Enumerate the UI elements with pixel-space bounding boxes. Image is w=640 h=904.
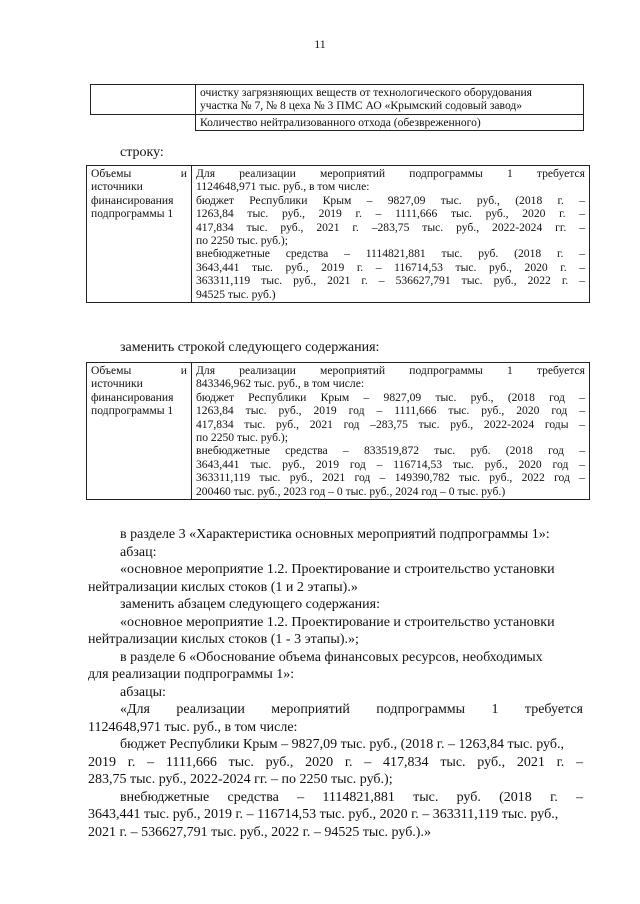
table-text-line: 1263,84 тыс. руб., 2019 год – 1111,666 тыс. руб., 2020 год – — [196, 404, 585, 418]
top-table-right-cell — [196, 114, 584, 130]
paragraph-line: в разделе 6 «Обоснование объема финансовых ресурсов, необходимых — [120, 649, 543, 665]
table-text-line: 94525 тыс. руб.) — [196, 287, 276, 301]
table-row — [87, 166, 590, 303]
new-row-left-cell — [87, 363, 192, 500]
table-text-line: 200460 тыс. руб., 2023 год – 0 тыс. руб., 2024 год – 0 тыс. руб.) — [196, 484, 506, 498]
left-heading-line: подпрограммы 1 — [91, 404, 174, 418]
table-text-line: бюджет Республики Крым – 9827,09 тыс. руб., (2018 год – — [196, 390, 585, 404]
paragraph-line: для реализации подпрограммы 1»: — [88, 667, 295, 682]
old-row-right-cell — [192, 166, 590, 303]
paragraph-line: заменить абзацем следующего содержания: — [120, 597, 380, 612]
paragraph-line: 283,75 тыс. руб., 2022-2024 гг. – по 2250 тыс. руб.); — [88, 772, 393, 787]
label-replace: заменить строкой следующего содержания: — [120, 340, 380, 355]
table-row — [91, 114, 584, 130]
paragraph-line: нейтрализации кислых стоков (1 - 3 этапы).»; — [88, 632, 359, 647]
paragraph-line: 2021 г. – 536627,791 тыс. руб., 2022 г. – 94525 тыс. руб.).» — [88, 824, 431, 840]
paragraph-line: бюджет Республики Крым – 9827,09 тыс. руб., (2018 г. – 1263,84 тыс. руб., — [120, 737, 564, 752]
top-table-right-cell — [196, 85, 584, 115]
left-heading-line — [91, 167, 187, 180]
table-text-line: Количество нейтрализованного отхода (обезвреженного) — [200, 115, 481, 129]
table-text-line: участка № 7, № 8 цеха № 3 ПМС АО «Крымский содовый завод» — [200, 99, 523, 113]
left-heading-word: и — [180, 167, 187, 180]
paragraph-line: абзац: — [120, 544, 157, 560]
table-text-line: 417,834 тыс. руб., 2021 г. –283,75 тыс. руб., 2022-2024 гг. – — [196, 220, 585, 234]
paragraph-line: в разделе 3 «Характеристика основных мероприятий подпрограммы 1»: — [120, 527, 550, 542]
table-text-line: 1124648,971 тыс. руб., в том числе: — [196, 180, 370, 194]
left-heading-word: Объемы — [91, 167, 132, 180]
paragraph-line: 1124648,971 тыс. руб., в том числе: — [88, 719, 298, 735]
body-text — [88, 526, 583, 841]
table-text-line: 363311,119 тыс. руб., 2021 год – 149390,782 тыс. руб., 2022 год – — [196, 471, 585, 485]
left-heading-line: подпрограммы 1 — [91, 207, 174, 221]
top-table-fragment — [90, 84, 584, 131]
table-text-line: Для реализации мероприятий подпрограммы 1 требуется — [196, 167, 585, 180]
table-text-line: по 2250 тыс. руб.); — [196, 431, 288, 445]
table-text-line: 363311,119 тыс. руб., 2021 г. – 536627,791 тыс. руб., 2022 г. – — [196, 274, 585, 288]
left-heading-word: и — [180, 364, 187, 377]
table-text-line: очистку загрязняющих веществ от технологического оборудования — [200, 86, 533, 99]
old-row-table — [86, 165, 590, 303]
table-text-line: бюджет Республики Крым – 9827,09 тыс. руб., (2018 г. – — [196, 193, 585, 207]
paragraph-line: «основное мероприятие 1.2. Проектирование и строительство установки — [120, 562, 555, 577]
label-stroku: строку: — [120, 145, 164, 160]
table-row — [87, 363, 590, 500]
paragraph-line: абзацы: — [120, 684, 166, 700]
table-text-line: Для реализации мероприятий подпрограммы 1 требуется — [196, 364, 585, 377]
left-heading-line: источники — [91, 377, 143, 391]
new-row-table — [86, 362, 590, 500]
table-text-line: внебюджетные средства – 833519,872 тыс. руб. (2018 год – — [196, 444, 585, 458]
left-heading-line: источники — [91, 180, 143, 194]
left-heading-word: Объемы — [91, 364, 132, 377]
paragraph-line: 3643,441 тыс. руб., 2019 г. – 116714,53 тыс. руб., 2020 г. – 363311,119 тыс. руб., — [88, 807, 559, 822]
table-text-line: 3643,441 тыс. руб., 2019 год – 116714,53 тыс. руб., 2020 год – — [196, 457, 585, 471]
paragraph-line: внебюджетные средства – 1114821,881 тыс. руб. (2018 г. – — [120, 789, 583, 805]
left-heading-line: финансирования — [91, 390, 174, 404]
table-text-line: 417,834 тыс. руб., 2021 год –283,75 тыс. руб., 2022-2024 годы – — [196, 417, 585, 431]
paragraph-line: 2019 г. – 1111,666 тыс. руб., 2020 г. – 417,834 тыс. руб., 2021 г. – — [88, 754, 583, 770]
top-table-left-cell — [91, 114, 196, 130]
paragraph-line: нейтрализации кислых стоков (1 и 2 этапы).» — [88, 579, 358, 595]
table-text-line: 1263,84 тыс. руб., 2019 г. – 1111,666 тыс. руб., 2020 г. – — [196, 207, 585, 221]
paragraph-line: «основное мероприятие 1.2. Проектирование и строительство установки — [120, 614, 555, 630]
top-table-left-cell — [91, 85, 196, 115]
left-heading-line — [91, 364, 187, 377]
page-number: 11 — [314, 37, 326, 51]
old-row-left-cell — [87, 166, 192, 303]
table-text-line: 3643,441 тыс. руб., 2019 г. – 116714,53 тыс. руб., 2020 г. – — [196, 260, 585, 274]
new-row-right-cell — [192, 363, 590, 500]
table-text-line: 843346,962 тыс. руб., в том числе: — [196, 377, 365, 391]
paragraph-line: «Для реализации мероприятий подпрограммы 1 требуется — [120, 702, 583, 717]
table-text-line: по 2250 тыс. руб.); — [196, 234, 288, 248]
left-heading-line: финансирования — [91, 193, 174, 207]
table-row — [91, 85, 584, 115]
table-text-line: внебюджетные средства – 1114821,881 тыс. руб. (2018 г. – — [196, 247, 585, 261]
